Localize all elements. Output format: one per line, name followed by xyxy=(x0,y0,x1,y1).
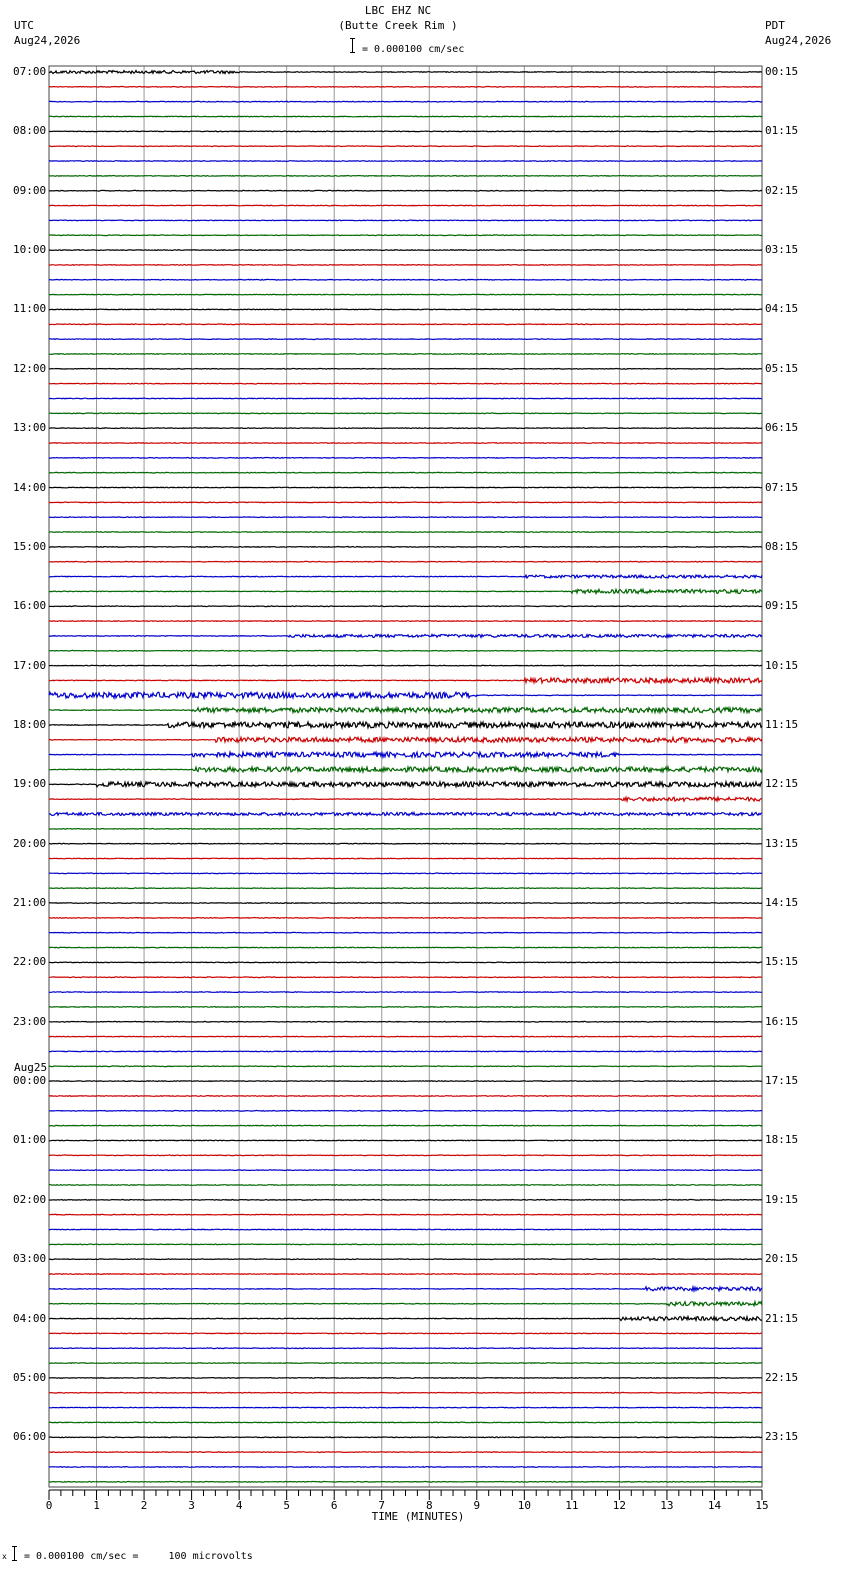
utc-hour-label: 19:00 xyxy=(13,777,47,791)
footer-scale-note: = 0.000100 cm/sec = 100 microvolts xyxy=(24,1551,253,1562)
utc-hour-label: 14:00 xyxy=(13,480,47,494)
trace-16 xyxy=(49,309,762,310)
trace-35 xyxy=(49,589,762,593)
trace-43 xyxy=(49,708,762,713)
pdt-hour-label: 20:15 xyxy=(765,1252,799,1266)
footer-scale-cap-top xyxy=(12,1546,17,1547)
utc-hour-label: 05:00 xyxy=(13,1370,47,1384)
utc-hour-label: 07:00 xyxy=(13,65,47,78)
utc-hour-label: 20:00 xyxy=(13,836,47,850)
pdt-hour-label: 00:15 xyxy=(765,65,799,78)
pdt-hour-label: 19:15 xyxy=(765,1192,799,1206)
trace-87 xyxy=(49,1363,762,1364)
trace-31 xyxy=(49,532,762,533)
x-tick-label: 6 xyxy=(330,1499,338,1512)
trace-49 xyxy=(49,797,762,801)
utc-hour-label: 08:00 xyxy=(13,124,47,138)
utc-hour-label: 13:00 xyxy=(13,421,47,435)
trace-22 xyxy=(49,398,762,399)
trace-23 xyxy=(49,413,762,414)
trace-32 xyxy=(49,547,762,548)
pdt-hour-label: 12:15 xyxy=(765,777,799,791)
pdt-hour-label: 14:15 xyxy=(765,896,799,910)
trace-45 xyxy=(49,737,762,742)
trace-8 xyxy=(49,190,762,191)
trace-52 xyxy=(49,843,762,844)
pdt-hour-label: 16:15 xyxy=(765,1014,799,1028)
pdt-hour-label: 23:15 xyxy=(765,1430,799,1444)
trace-94 xyxy=(49,1467,762,1468)
trace-47 xyxy=(49,767,762,772)
pdt-hour-label: 03:15 xyxy=(765,243,799,257)
footer-scale-bar-icon xyxy=(14,1546,15,1561)
right-timezone: PDT xyxy=(765,19,785,32)
trace-84 xyxy=(49,1317,762,1321)
right-date: Aug24,2026 xyxy=(765,34,832,47)
trace-67 xyxy=(49,1066,762,1067)
trace-80 xyxy=(49,1259,762,1260)
trace-15 xyxy=(49,294,762,295)
trace-73 xyxy=(49,1155,762,1156)
pdt-hour-label: 10:15 xyxy=(765,658,799,672)
trace-28 xyxy=(49,487,762,488)
utc-hour-label: 03:00 xyxy=(13,1252,47,1266)
trace-34 xyxy=(49,575,762,578)
trace-41 xyxy=(49,678,762,683)
left-timezone: UTC xyxy=(14,19,34,32)
trace-9 xyxy=(49,205,762,206)
trace-13 xyxy=(49,265,762,266)
pdt-hour-label: 07:15 xyxy=(765,480,799,494)
footer-prefix: x xyxy=(2,1552,7,1561)
station-location: (Butte Creek Rim ) xyxy=(338,19,458,32)
x-tick-label: 14 xyxy=(707,1499,722,1512)
utc-hour-label: 16:00 xyxy=(13,599,47,613)
footer-scale-cap-bottom xyxy=(12,1560,17,1561)
x-tick-label: 0 xyxy=(45,1499,53,1512)
trace-66 xyxy=(49,1051,762,1052)
trace-40 xyxy=(49,665,762,666)
trace-82 xyxy=(49,1287,762,1291)
trace-90 xyxy=(49,1407,762,1408)
trace-18 xyxy=(49,339,762,340)
pdt-hour-label: 08:15 xyxy=(765,539,799,553)
trace-38 xyxy=(49,634,762,637)
trace-89 xyxy=(49,1392,762,1393)
trace-12 xyxy=(49,250,762,251)
trace-85 xyxy=(49,1333,762,1334)
x-tick-label: 9 xyxy=(473,1499,481,1512)
x-tick-label: 1 xyxy=(93,1499,100,1512)
x-tick-label: 7 xyxy=(378,1499,386,1512)
trace-62 xyxy=(49,992,762,993)
utc-hour-label: 18:00 xyxy=(13,717,47,731)
scale-label: = 0.000100 cm/sec xyxy=(362,44,465,55)
trace-48 xyxy=(49,782,762,787)
trace-74 xyxy=(49,1170,762,1171)
trace-42 xyxy=(49,692,762,698)
pdt-hour-label: 06:15 xyxy=(765,421,799,435)
pdt-hour-label: 15:15 xyxy=(765,955,799,969)
trace-39 xyxy=(49,650,762,651)
utc-hour-label: 09:00 xyxy=(13,183,47,197)
pdt-hour-label: 04:15 xyxy=(765,302,799,316)
trace-10 xyxy=(49,220,762,221)
pdt-hour-label: 05:15 xyxy=(765,361,799,375)
utc-hour-label: 01:00 xyxy=(13,1133,47,1147)
trace-61 xyxy=(49,977,762,978)
pdt-hour-label: 11:15 xyxy=(765,717,799,731)
trace-77 xyxy=(49,1214,762,1215)
trace-11 xyxy=(49,235,762,236)
trace-54 xyxy=(49,873,762,874)
trace-5 xyxy=(49,146,762,147)
x-tick-label: 3 xyxy=(188,1499,195,1512)
trace-72 xyxy=(49,1140,762,1141)
trace-24 xyxy=(49,428,762,429)
trace-63 xyxy=(49,1007,762,1008)
trace-36 xyxy=(49,606,762,607)
trace-64 xyxy=(49,1021,762,1022)
utc-hour-label: 15:00 xyxy=(13,539,47,553)
utc-hour-label: 21:00 xyxy=(13,896,47,910)
trace-21 xyxy=(49,383,762,384)
day-change-label: Aug25 xyxy=(14,1061,48,1074)
trace-75 xyxy=(49,1185,762,1186)
trace-88 xyxy=(49,1378,762,1379)
utc-hour-label: 06:00 xyxy=(13,1430,47,1444)
trace-81 xyxy=(49,1274,762,1275)
trace-57 xyxy=(49,918,762,919)
x-axis-label: TIME (MINUTES) xyxy=(371,1510,465,1523)
x-tick-label: 8 xyxy=(425,1499,433,1512)
trace-70 xyxy=(49,1111,762,1112)
trace-53 xyxy=(49,858,762,859)
trace-33 xyxy=(49,561,762,562)
trace-50 xyxy=(49,813,762,816)
utc-hour-label: 02:00 xyxy=(13,1192,47,1206)
trace-46 xyxy=(49,752,762,757)
trace-20 xyxy=(49,369,762,370)
trace-7 xyxy=(49,176,762,177)
pdt-hour-label: 02:15 xyxy=(765,183,799,197)
trace-51 xyxy=(49,829,762,830)
trace-56 xyxy=(49,903,762,904)
trace-6 xyxy=(49,161,762,162)
trace-25 xyxy=(49,443,762,444)
trace-93 xyxy=(49,1452,762,1453)
trace-86 xyxy=(49,1348,762,1349)
trace-71 xyxy=(49,1125,762,1126)
trace-79 xyxy=(49,1244,762,1245)
utc-hour-label: 23:00 xyxy=(13,1014,47,1028)
pdt-hour-label: 17:15 xyxy=(765,1074,799,1088)
utc-hour-label: 17:00 xyxy=(13,658,47,672)
trace-76 xyxy=(49,1200,762,1201)
trace-1 xyxy=(49,87,762,88)
x-tick-label: 4 xyxy=(235,1499,243,1512)
x-tick-label: 11 xyxy=(565,1499,579,1512)
trace-60 xyxy=(49,962,762,963)
trace-0 xyxy=(49,71,762,74)
pdt-hour-label: 21:15 xyxy=(765,1311,799,1325)
trace-78 xyxy=(49,1229,762,1230)
utc-hour-label: 11:00 xyxy=(13,302,47,316)
trace-58 xyxy=(49,932,762,933)
utc-hour-label: 04:00 xyxy=(13,1311,47,1325)
trace-65 xyxy=(49,1036,762,1037)
trace-55 xyxy=(49,888,762,889)
trace-44 xyxy=(49,722,762,728)
trace-92 xyxy=(49,1437,762,1438)
pdt-hour-label: 09:15 xyxy=(765,599,799,613)
trace-14 xyxy=(49,279,762,280)
x-tick-label: 15 xyxy=(755,1499,769,1512)
pdt-hour-label: 01:15 xyxy=(765,124,799,138)
trace-69 xyxy=(49,1096,762,1097)
trace-83 xyxy=(49,1302,762,1306)
left-date: Aug24,2026 xyxy=(14,34,81,47)
trace-19 xyxy=(49,354,762,355)
x-tick-label: 13 xyxy=(660,1499,674,1512)
trace-3 xyxy=(49,116,762,117)
x-tick-label: 2 xyxy=(140,1499,148,1512)
x-tick-label: 5 xyxy=(283,1499,290,1512)
trace-2 xyxy=(49,101,762,102)
pdt-hour-label: 22:15 xyxy=(765,1370,799,1384)
trace-68 xyxy=(49,1081,762,1082)
trace-37 xyxy=(49,621,762,622)
trace-30 xyxy=(49,517,762,518)
pdt-hour-label: 18:15 xyxy=(765,1133,799,1147)
utc-hour-label: 10:00 xyxy=(13,243,47,257)
trace-17 xyxy=(49,324,762,325)
trace-95 xyxy=(49,1482,762,1483)
trace-27 xyxy=(49,472,762,473)
trace-59 xyxy=(49,947,762,948)
x-tick-label: 12 xyxy=(612,1499,627,1512)
trace-4 xyxy=(49,131,762,132)
trace-29 xyxy=(49,502,762,503)
trace-91 xyxy=(49,1422,762,1423)
trace-26 xyxy=(49,458,762,459)
utc-hour-label: 22:00 xyxy=(13,955,47,969)
utc-hour-label: 00:00 xyxy=(13,1074,47,1088)
utc-hour-label: 12:00 xyxy=(13,361,47,375)
pdt-hour-label: 13:15 xyxy=(765,836,799,850)
station-title: LBC EHZ NC xyxy=(364,4,432,17)
x-tick-label: 10 xyxy=(517,1499,531,1512)
